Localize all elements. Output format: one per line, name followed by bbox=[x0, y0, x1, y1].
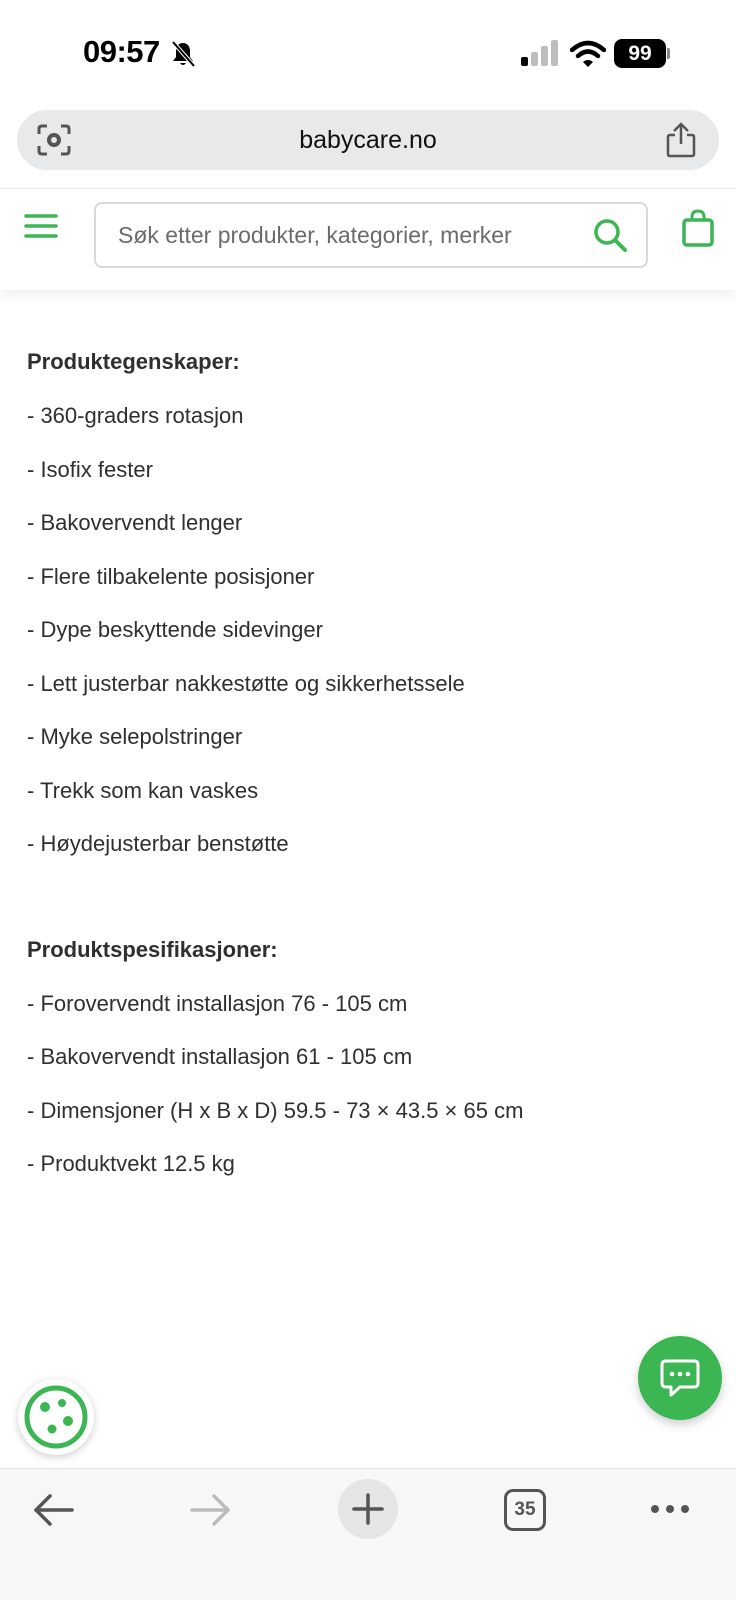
share-icon[interactable] bbox=[665, 122, 697, 158]
feature-item: - Isofix fester bbox=[27, 456, 153, 482]
battery-icon bbox=[614, 39, 670, 68]
product-description bbox=[27, 340, 717, 1196]
cookie-settings-button[interactable] bbox=[18, 1379, 94, 1455]
feature-item: - Dype beskyttende sidevinger bbox=[27, 617, 323, 642]
specs-title: Produktspesifikasjoner: bbox=[27, 936, 278, 962]
site-header bbox=[0, 188, 736, 290]
battery-tip bbox=[667, 48, 670, 59]
address-bar[interactable] bbox=[17, 110, 719, 170]
shopping-bag-icon[interactable] bbox=[682, 209, 714, 247]
url-text[interactable]: babycare.no bbox=[299, 126, 437, 154]
spec-item: - Dimensjoner (H x B x D) 59.5 - 73 × 43.5 × 65 cm bbox=[27, 1097, 524, 1123]
section-spacer bbox=[27, 876, 717, 928]
battery-level: 99 bbox=[614, 39, 666, 68]
feature-item: - Lett justerbar nakkestøtte og sikkerhetssele bbox=[27, 670, 465, 696]
features-title: Produktegenskaper: bbox=[27, 349, 240, 374]
back-arrow-icon[interactable] bbox=[32, 1491, 74, 1529]
spec-item: - Bakovervendt installasjon 61 - 105 cm bbox=[27, 1044, 413, 1069]
search-input[interactable] bbox=[94, 202, 648, 268]
new-tab-button[interactable] bbox=[338, 1479, 398, 1539]
feature-item: - Flere tilbakelente posisjoner bbox=[27, 563, 315, 589]
menu-icon[interactable] bbox=[24, 213, 58, 239]
feature-item: - Høydejusterbar benstøtte bbox=[27, 831, 289, 856]
tabs-button[interactable]: 35 bbox=[504, 1489, 546, 1531]
feature-item: - 360-graders rotasjon bbox=[27, 403, 244, 428]
status-time: 09:57 bbox=[83, 34, 160, 69]
spec-item: - Forovervendt installasjon 76 - 105 cm bbox=[27, 990, 408, 1016]
bell-slash-icon bbox=[170, 40, 196, 68]
chat-button[interactable] bbox=[638, 1336, 722, 1420]
wifi-icon bbox=[570, 40, 606, 68]
search-placeholder: Søk etter produkter, kategorier, merker bbox=[118, 222, 512, 248]
more-icon[interactable] bbox=[650, 1497, 690, 1521]
spec-item: - Produktvekt 12.5 kg bbox=[27, 1151, 235, 1176]
forward-arrow-icon[interactable] bbox=[190, 1491, 232, 1529]
status-bar bbox=[0, 0, 736, 100]
chat-icon bbox=[659, 1358, 701, 1398]
cookie-icon bbox=[22, 1383, 90, 1451]
feature-item: - Myke selepolstringer bbox=[27, 724, 243, 749]
browser-toolbar bbox=[0, 1468, 736, 1600]
cellular-signal-icon bbox=[520, 40, 560, 66]
plus-icon bbox=[352, 1493, 384, 1525]
feature-item: - Bakovervendt lenger bbox=[27, 510, 243, 535]
search-icon[interactable] bbox=[592, 217, 628, 253]
feature-item: - Trekk som kan vaskes bbox=[27, 777, 259, 803]
